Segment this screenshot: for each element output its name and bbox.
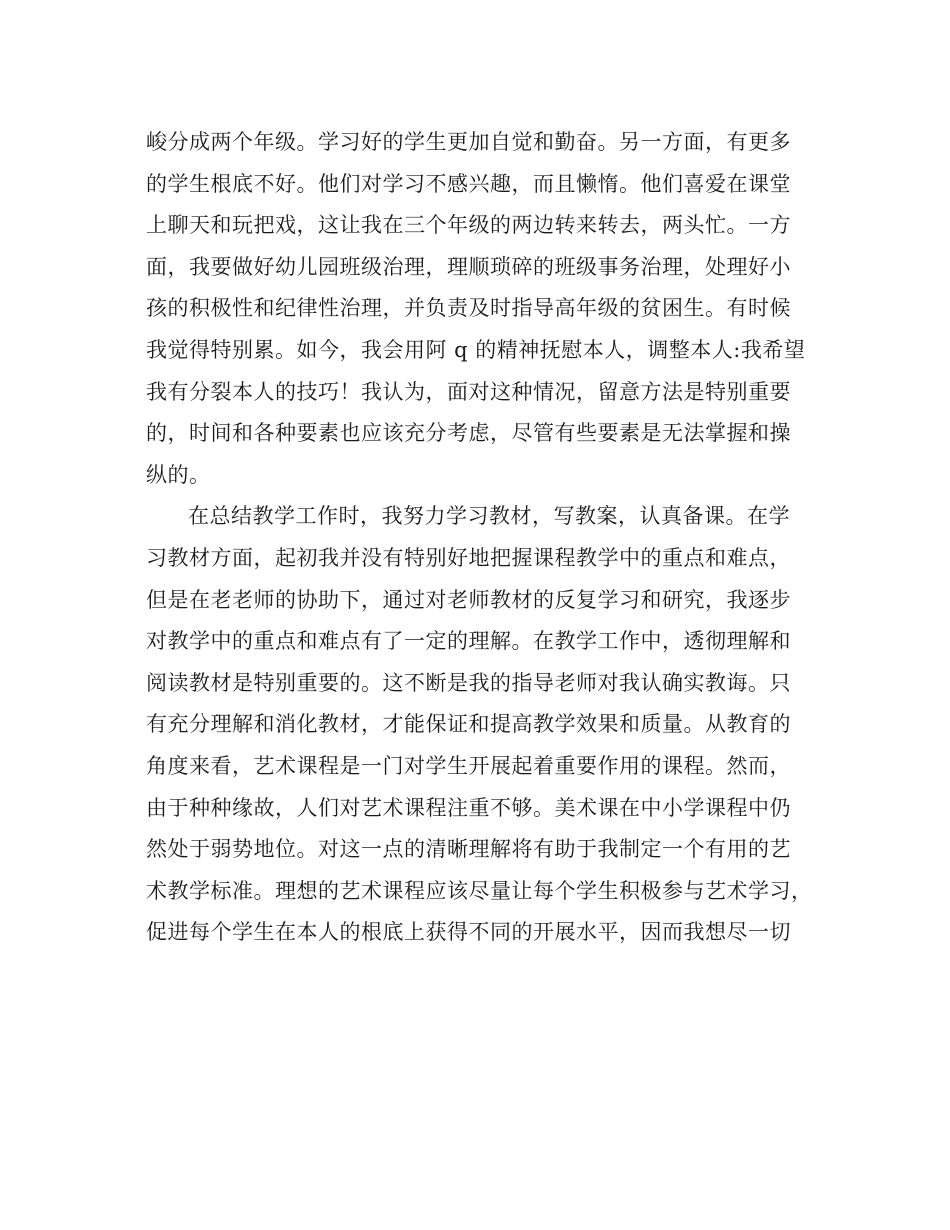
text-line: 术教学标准。理想的艺术课程应该尽量让每个学生积极参与艺术学习， xyxy=(146,878,813,903)
text-line: 角度来看，艺术课程是一门对学生开展起着重要作用的课程。然而， xyxy=(146,753,791,778)
text-line-first: 在总结教学工作时，我努力学习教材，写教案，认真备课。在学 xyxy=(188,504,790,529)
text-line: 我觉得特别累。如今，我会用阿 q 的精神抚慰本人，调整本人:我希望 xyxy=(146,337,806,362)
text-line: 由于种种缘故，人们对艺术课程注重不够。美术课在中小学课程中仍 xyxy=(146,795,791,820)
text-line: 阅读教材是特别重要的。这不断是我的指导老师对我认确实教诲。只 xyxy=(146,670,791,695)
text-line: 的，时间和各种要素也应该充分考虑，尽管有些要素是无法掌握和操 xyxy=(146,421,791,446)
text-line: 面，我要做好幼儿园班级治理，理顺琐碎的班级事务治理，处理好小 xyxy=(146,254,791,279)
text-line: 上聊天和玩把戏，这让我在三个年级的两边转来转去，两头忙。一方 xyxy=(146,213,791,238)
text-line: 有充分理解和消化教材，才能保证和提高教学效果和质量。从教育的 xyxy=(146,712,791,737)
text-line: 纵的。 xyxy=(146,462,211,487)
body-text xyxy=(146,122,826,954)
paragraph-2 xyxy=(146,496,826,954)
text-line: 习教材方面，起初我并没有特别好地把握课程教学中的重点和难点， xyxy=(146,545,791,570)
text-line: 的学生根底不好。他们对学习不感兴趣，而且懒惰。他们喜爱在课堂 xyxy=(146,171,791,196)
text-line: 峻分成两个年级。学习好的学生更加自觉和勤奋。另一方面，有更多 xyxy=(146,130,791,154)
text-line: 孩的积极性和纪律性治理，并负责及时指导高年级的贫困生。有时候 xyxy=(146,296,791,321)
text-line: 我有分裂本人的技巧！我认为，面对这种情况，留意方法是特别重要 xyxy=(146,379,791,404)
text-line: 促进每个学生在本人的根底上获得不同的开展水平，因而我想尽一切 xyxy=(146,920,791,945)
text-line: 对教学中的重点和难点有了一定的理解。在教学工作中，透彻理解和 xyxy=(146,629,791,654)
text-line: 但是在老老师的协助下，通过对老师教材的反复学习和研究，我逐步 xyxy=(146,587,791,612)
paragraph-1 xyxy=(146,122,826,496)
text-line: 然处于弱势地位。对这一点的清晰理解将有助于我制定一个有用的艺 xyxy=(146,837,791,862)
